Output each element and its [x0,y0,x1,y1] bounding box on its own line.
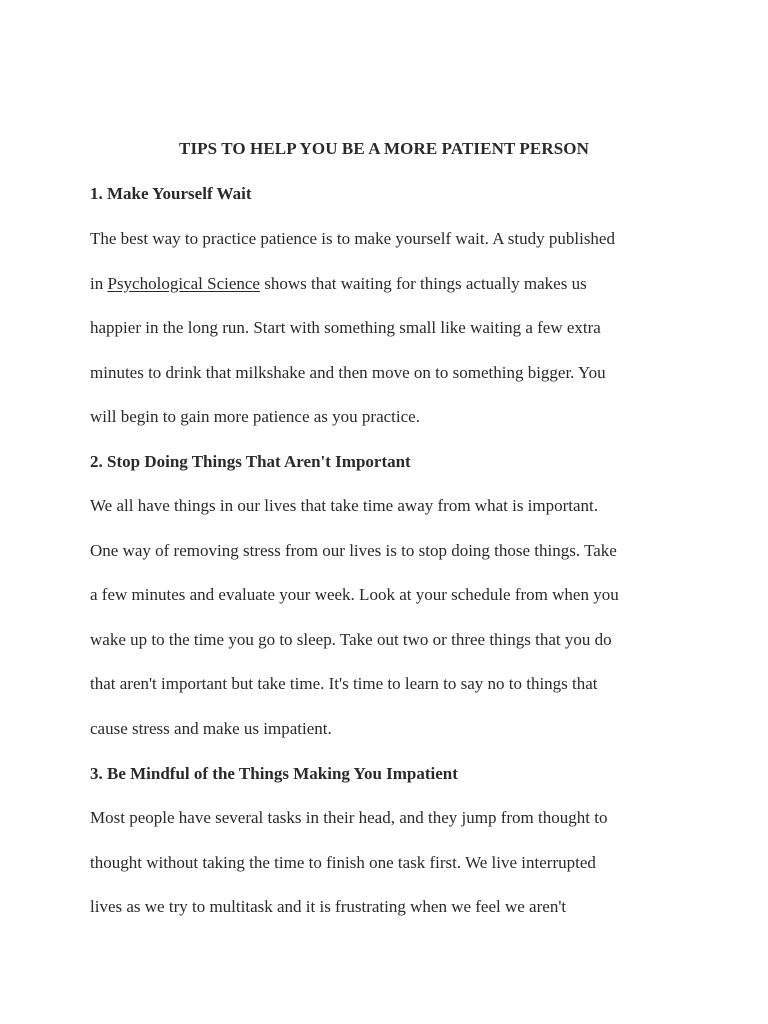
line-text: shows that waiting for things actually makes us [259,273,587,293]
section-body-3 [90,807,690,941]
section-body-1 [90,228,690,451]
body-line: cause stress and make us impatient. [90,718,332,738]
body-line: Most people have several tasks in their head, and they jump from thought to [90,808,608,827]
body-line: a few minutes and evaluate your week. Look at your schedule from when you [90,585,619,604]
body-line: minutes to drink that milkshake and then move on to something bigger. You [90,362,606,382]
body-line: We all have things in our lives that take time away from what is important. [90,496,599,515]
section-heading-1: 1. Make Yourself Wait [90,184,252,203]
body-line [90,273,690,318]
body-line: wake up to the time you go to sleep. Take out two or three things that you do [90,629,612,649]
section-heading-3: 3. Be Mindful of the Things Making You Impatient [90,764,458,783]
body-line: will begin to gain more patience as you practice. [90,407,420,426]
section-body-2 [90,495,690,762]
section-heading-2: 2. Stop Doing Things That Aren't Important [90,452,411,471]
body-line: happier in the long run. Start with something small like waiting a few extra [90,318,601,337]
body-line: One way of removing stress from our lives is to stop doing those things. Take [90,540,617,560]
document-title: TIPS TO HELP YOU BE A MORE PATIENT PERSON [179,139,589,158]
body-line: lives as we try to multitask and it is frustrating when we feel we aren't [90,897,567,916]
psychological-science-link[interactable]: Psychological Science [107,273,260,293]
body-line: The best way to practice patience is to make yourself wait. A study published [90,229,615,248]
body-line: that aren't important but take time. It's time to learn to say no to things that [90,674,598,693]
line-text: in [90,273,108,293]
body-line: thought without taking the time to finish one task first. We live interrupted [90,852,596,872]
